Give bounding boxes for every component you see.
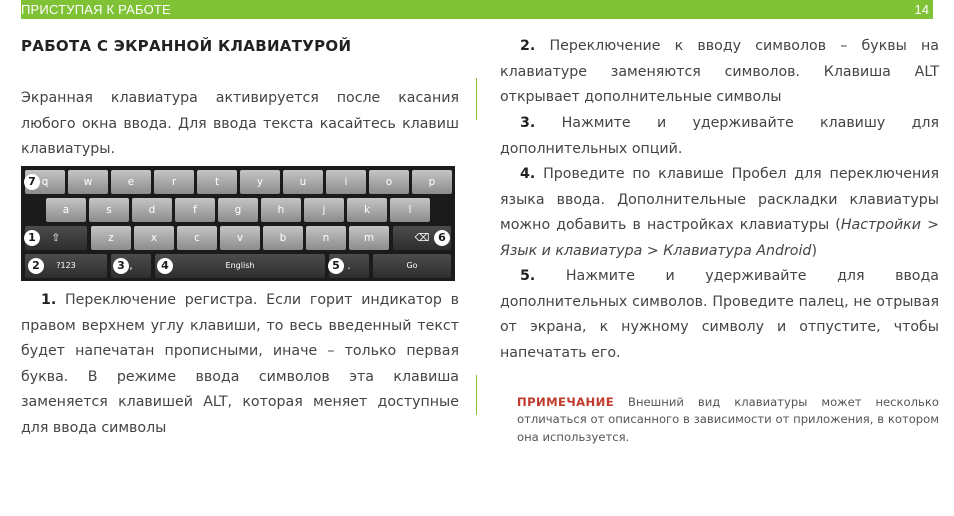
item-5-text: Нажмите и удерживайте для ввода дополнительных символов. Проведите палец, не отрывая от экрана, к нужному символу и отпустите, чтобы напечатать его. — [500, 268, 939, 361]
key-b — [263, 226, 303, 250]
key-v-label: v — [236, 232, 244, 244]
section-header-bar — [21, 0, 933, 19]
key-y-label: y — [256, 176, 264, 188]
key-h — [261, 198, 301, 222]
key-x — [134, 226, 174, 250]
item-1-text: Переключение регистра. Если горит индикатор в правом верхнем углу клавиши, то весь введенный текст будет напечатан прописными, иначе – только первая буква. В режиме ввода символов эта клавиша заменяется клавишей ALT, которая меняет доступные для ввода символы — [21, 292, 459, 436]
note-box — [517, 394, 939, 446]
key-s — [89, 198, 129, 222]
key-r-label: r — [171, 176, 177, 188]
key-v — [220, 226, 260, 250]
key-x-label: x — [150, 232, 158, 244]
key-u — [283, 170, 323, 194]
callout-4: 4 — [157, 258, 173, 274]
key-period-label: . — [347, 260, 351, 272]
keyboard-illustration — [21, 166, 455, 281]
key-z — [91, 226, 131, 250]
key-u-label: u — [299, 176, 307, 188]
key-h-label: h — [277, 204, 285, 216]
item-5-paragraph — [500, 264, 939, 366]
key-l-label: l — [408, 204, 412, 216]
key-s-label: s — [106, 204, 112, 216]
key-a-label: a — [62, 204, 70, 216]
callout-2: 2 — [28, 258, 44, 274]
key-m — [349, 226, 389, 250]
item-2-number: 2. — [520, 38, 536, 54]
key-k-label: k — [363, 204, 371, 216]
callout-7: 7 — [24, 174, 40, 190]
item-3-text: Нажмите и удерживайте клавишу для дополнительных опций. — [500, 115, 939, 157]
key-k — [347, 198, 387, 222]
item-2-text: Переключение к вводу символов – буквы на клавиатуре заменяются символов. Клавиша ALT открывает дополнительные символы — [500, 38, 939, 106]
item-4-text: Проведите по клавише Пробел для переключения языка ввода. Дополнительные раскладки клавиатуры можно добавить в настройках клавиатуры ( — [500, 166, 940, 234]
key-shift-label: ⇧ — [51, 232, 61, 244]
key-backspace-label: ⌫ — [414, 232, 430, 244]
key-i — [326, 170, 366, 194]
item-1-number: 1. — [41, 292, 57, 308]
intro-paragraph — [21, 86, 459, 163]
key-g — [218, 198, 258, 222]
item-4-paragraph — [500, 162, 939, 264]
page-title: РАБОТА С ЭКРАННОЙ КЛАВИАТУРОЙ — [21, 37, 352, 55]
key-e — [111, 170, 151, 194]
key-p — [412, 170, 452, 194]
key-space — [155, 254, 325, 278]
keyboard-row-2 — [21, 198, 455, 222]
key-o-label: o — [385, 176, 393, 188]
note-label: ПРИМЕЧАНИЕ — [517, 395, 615, 409]
page-number: 14 — [914, 2, 929, 17]
key-a — [46, 198, 86, 222]
key-m-label: m — [363, 232, 375, 244]
key-b-label: b — [279, 232, 287, 244]
item-4-text-end: ) — [811, 242, 817, 259]
item-2-paragraph — [500, 34, 939, 111]
item-3-paragraph — [500, 111, 939, 162]
key-go — [373, 254, 451, 278]
item-5-number: 5. — [520, 268, 536, 284]
keyboard-row-4 — [21, 254, 455, 278]
column-divider-top — [476, 78, 477, 120]
key-e-label: e — [127, 176, 135, 188]
key-o — [369, 170, 409, 194]
callout-6: 6 — [434, 230, 450, 246]
callout-3: 3 — [113, 258, 129, 274]
key-comma-label: , — [129, 260, 133, 272]
callout-5: 5 — [328, 258, 344, 274]
note-text: Внешний вид клавиатуры может несколько отличаться от описанного в зависимости от приложения, в котором она используется. — [517, 395, 939, 444]
callout-1: 1 — [24, 230, 40, 246]
key-f — [175, 198, 215, 222]
key-p-label: p — [428, 176, 436, 188]
column-divider-bottom — [476, 375, 477, 415]
key-q-label: q — [41, 176, 49, 188]
key-z-label: z — [108, 232, 114, 244]
key-c-label: c — [194, 232, 200, 244]
item-4-number: 4. — [520, 166, 536, 182]
settings-path: Настройки > Язык и клавиатура > Клавиатура Android — [500, 217, 939, 259]
key-n — [306, 226, 346, 250]
key-j-label: j — [322, 204, 326, 216]
key-r — [154, 170, 194, 194]
item-3-number: 3. — [520, 115, 536, 131]
keyboard-row-1 — [21, 170, 455, 194]
key-d-label: d — [148, 204, 156, 216]
key-c — [177, 226, 217, 250]
key-g-label: g — [234, 204, 242, 216]
key-go-label: Go — [406, 261, 418, 270]
key-symbols-label: ?123 — [56, 261, 76, 270]
key-w-label: w — [83, 176, 93, 188]
key-y — [240, 170, 280, 194]
keyboard-row-3 — [21, 226, 455, 250]
key-t-label: t — [214, 176, 220, 188]
item-1-paragraph — [21, 288, 459, 442]
key-f-label: f — [193, 204, 197, 216]
key-w — [68, 170, 108, 194]
key-j — [304, 198, 344, 222]
key-d — [132, 198, 172, 222]
intro-text: Экранная клавиатура активируется после касания любого окна ввода. Для ввода текста касайтесь клавиш клавиатуры. — [21, 90, 459, 158]
key-i-label: i — [344, 176, 348, 188]
section-title: ПРИСТУПАЯ К РАБОТЕ — [21, 2, 171, 17]
key-space-label: English — [225, 261, 255, 270]
key-t — [197, 170, 237, 194]
key-l — [390, 198, 430, 222]
key-n-label: n — [322, 232, 330, 244]
